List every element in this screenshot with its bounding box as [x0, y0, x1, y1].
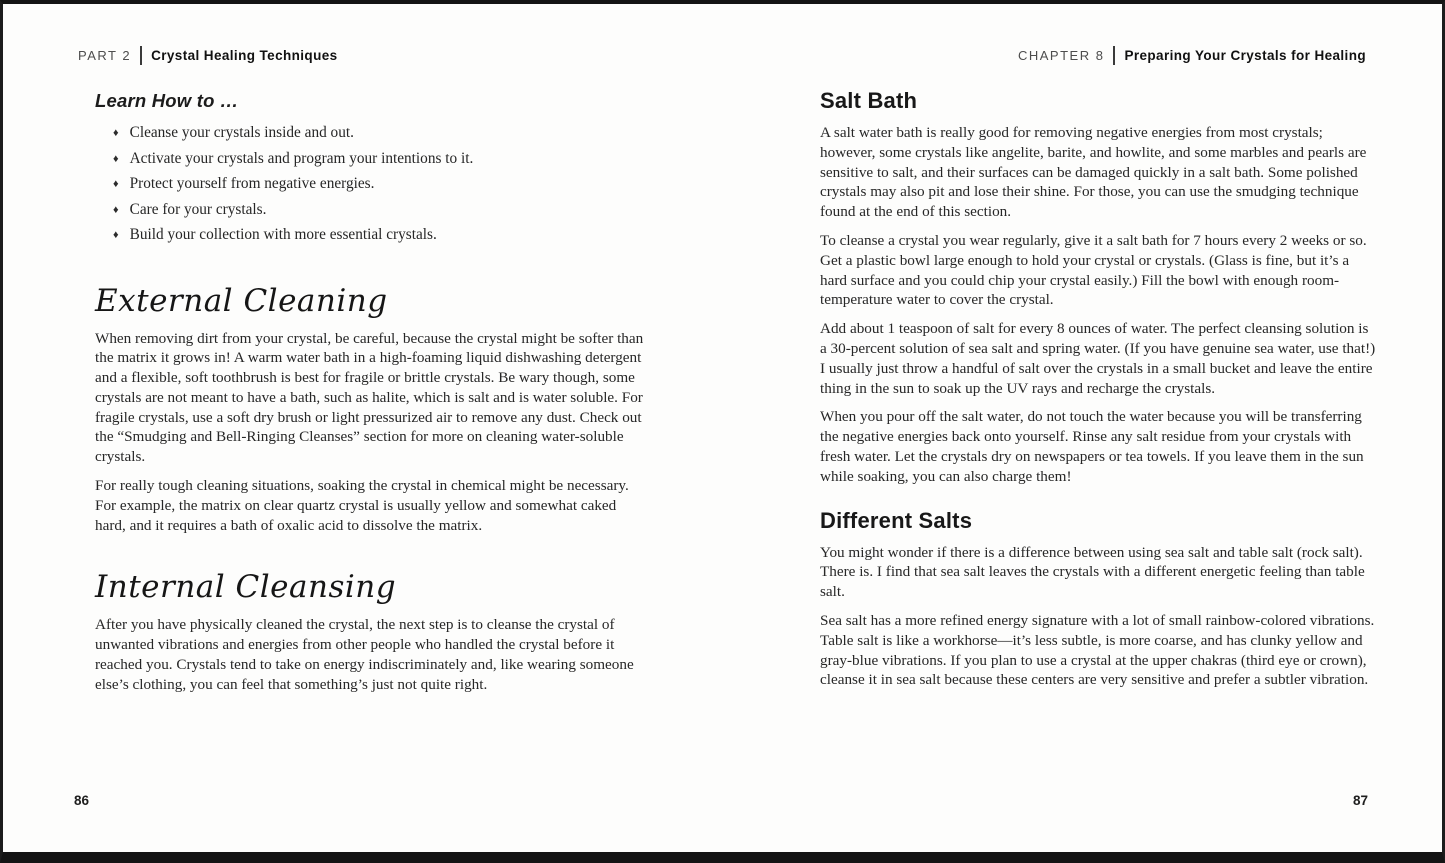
header-divider	[140, 46, 142, 65]
left-page	[3, 4, 725, 852]
paragraph: For really tough cleaning situations, soaking the crystal in chemical might be necessary. For example, the matrix on clear quartz crystal is usually yellow and somewhat caked hard, and it requires a bath of oxalic acid to dissolve the matrix.	[95, 477, 629, 534]
list-item-text: Protect yourself from negative energies.	[129, 175, 375, 192]
section-heading-salt-bath: Salt Bath	[820, 88, 918, 113]
list-item	[95, 121, 649, 147]
left-header-title: Crystal Healing Techniques	[151, 48, 338, 63]
paragraph: Sea salt has a more refined energy signature with a lot of small rainbow-colored vibrations. Table salt is like a workhorse—it’s less subtle, is more coarse, and has clunky yellow and gray-blue vibrations. If you plan to use a crystal at the upper chakras (third eye or crown), cleanse it in sea salt because these centers are very sensitive and prefer a subtler vibration.	[820, 611, 1375, 689]
chapter-label: CHAPTER 8	[1017, 48, 1105, 63]
diamond-bullet-icon: ♦	[113, 127, 119, 139]
section-heading-different-salts: Different Salts	[820, 507, 973, 533]
header-divider	[1113, 46, 1115, 65]
diamond-bullet-icon: ♦	[113, 203, 119, 216]
learn-how-to-heading: Learn How to …	[95, 90, 239, 111]
right-running-header	[1018, 46, 1366, 65]
paragraph: After you have physically cleaned the crystal, the next step is to cleanse the crystal of unwanted vibrations and energies from other people who handled the crystal before it reached you. Crystals tend to take on energy indiscriminately and, like wearing someone else’s clothing, you can feel that something’s just not quite right.	[95, 616, 634, 693]
section-heading-internal-cleansing: Internal Cleansing	[95, 569, 397, 606]
list-item	[95, 198, 649, 224]
list-item	[95, 223, 649, 249]
left-running-header	[78, 46, 338, 65]
paragraph: When you pour off the salt water, do not touch the water because you will be transferring the negative energies back onto yourself. Rinse any salt residue from your crystals with fresh water. Let the crystals dry on newspapers or tea towels. If you leave them in the sun while soaking, you can also charge them!	[820, 408, 1364, 485]
paragraph: Add about 1 teaspoon of salt for every 8 ounces of water. The perfect cleansing solution is a 30-percent solution of sea salt and spring water. (If you have genuine sea water, use that!) I usually just throw a handful of salt over the crystals in a small bucket and leave the entire thing in the sun to soak up the UV rays and recharge the crystals.	[820, 320, 1376, 397]
paragraph: You might wonder if there is a difference between using sea salt and table salt (rock salt). There is. I find that sea salt leaves the crystals with a different energetic feeling than table salt.	[820, 543, 1365, 601]
list-item-text: Activate your crystals and program your intentions to it.	[129, 149, 474, 167]
diamond-bullet-icon: ♦	[113, 229, 119, 241]
paragraph: To cleanse a crystal you wear regularly, give it a salt bath for 7 hours every 2 weeks or so. Get a plastic bowl large enough to hold your crystal or crystals. (Glass is fine, but it’s a hard surface and you could chip your crystal easily.) Fill the bowl with enough room-temperature water to cover the crystal.	[820, 231, 1367, 309]
list-item-text: Cleanse your crystals inside and out.	[129, 124, 354, 141]
list-item-text: Care for your crystals.	[129, 200, 267, 218]
list-item	[95, 147, 649, 173]
diamond-bullet-icon: ♦	[113, 152, 119, 165]
right-page	[725, 4, 1442, 852]
paragraph: When removing dirt from your crystal, be careful, because the crystal might be softer than the matrix it grows in! A warm water bath in a high-foaming liquid dishwashing detergent and a flexible, soft toothbrush is best for fragile or brittle crystals. Be wary though, some crystals are not meant to have a bath, such as halite, which is salt and is water soluble. For fragile crystals, use a soft dry brush or light pressurized air to remove any dust. Check out the “Smudging and Bell-Ringing Cleanses” section for more on cleaning water-soluble crystals.	[95, 329, 644, 466]
right-page-content	[820, 88, 1376, 699]
right-page-number: 87	[1352, 793, 1368, 808]
right-header-title: Preparing Your Crystals for Healing	[1124, 48, 1366, 63]
book-spread	[3, 4, 1442, 852]
list-item	[95, 172, 649, 198]
list-item-text: Build your collection with more essential crystals.	[129, 226, 437, 243]
diamond-bullet-icon: ♦	[113, 178, 119, 190]
left-page-content	[95, 90, 649, 704]
section-heading-external-cleaning: External Cleaning	[95, 282, 388, 319]
learn-how-to-list	[95, 121, 649, 249]
paragraph: A salt water bath is really good for removing negative energies from most crystals; however, some crystals like angelite, barite, and howlite, and some marbles and pearls are sensitive to salt, and their surfaces can be damaged quickly in a salt bath. Some polished crystals may also pit and lose their shine. For those, you can use the smudging technique found at the end of this section.	[820, 124, 1367, 221]
part-label: PART 2	[78, 48, 132, 63]
left-page-number: 86	[74, 793, 90, 808]
